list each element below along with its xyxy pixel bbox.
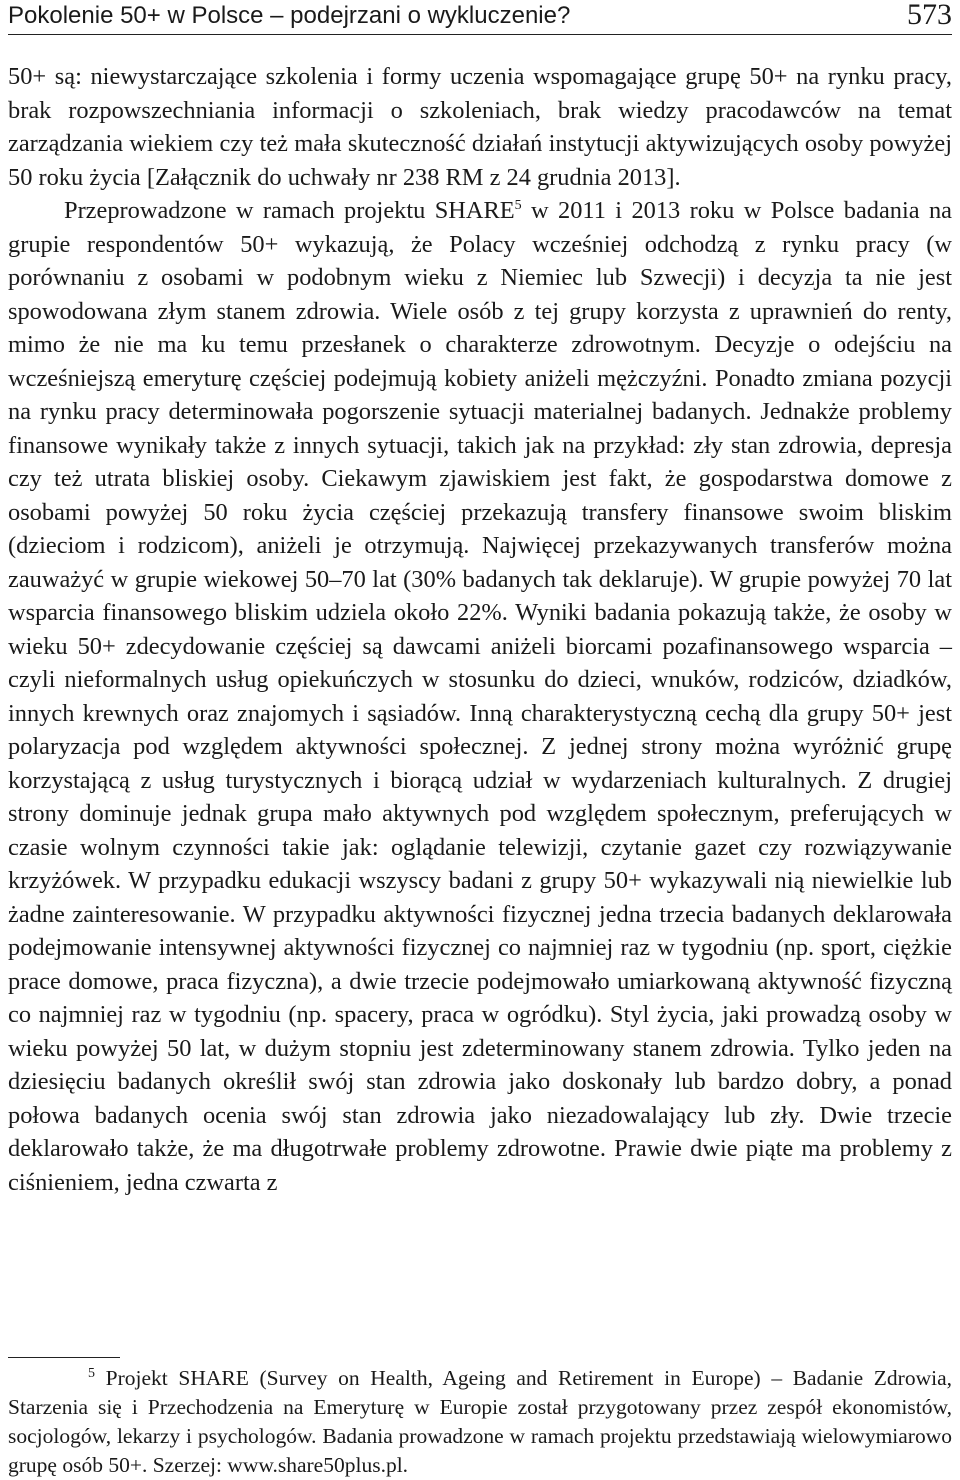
footnote: $^5$ Projekt SHARE (Survey on Health, Ageing and Retirement in Europe) – Badanie Zdrowia, Starzenia się i Przechodzenia na Emeryturę w Europie został przygotowany przez zespół ekonomistów, socjologów, lekarzy i psychologów. Badania prowadzone w ramach projektu przedstawiają wielowymiarowo grupę osób 50+. Szerzej: www.share50plus.pl. xyxy=(8,1365,952,1477)
running-title: Pokolenie 50+ w Polsce – podejrzani o wykluczenie? xyxy=(8,2,571,29)
main-text xyxy=(8,60,952,1199)
footnote-reference[interactable]: 5 xyxy=(514,197,522,213)
running-header xyxy=(8,0,952,35)
footnote-divider xyxy=(8,1357,120,1358)
footnote-text: Projekt SHARE (Survey on Health, Ageing and Retirement in Europe) – Badanie Zdrowia, Starzenia się i Przechodzenia na Emeryturę w Europie został przygotowany przez zespół ekonomistów, socjologów, lekarzy i psychologów. Badania prowadzone w ramach projektu przedstawiają wielowymiarowo grupę osób 50+. Szerzej: www.share50plus.pl. xyxy=(8,1366,952,1477)
paragraph-1: 50+ są: niewystarczające szkolenia i formy uczenia wspomagające grupę 50+ na rynku pracy, brak rozpowszechniania informacji o szkoleniach, brak wiedzy pracodawców na temat zarządzania wiekiem czy też mała skuteczność działań instytucji aktywizujących osoby powyżej 50 roku życia [Załącznik do uchwały nr 238 RM z 24 grudnia 2013]. xyxy=(8,63,952,191)
page-number: 573 xyxy=(907,0,952,31)
paragraph-2 xyxy=(8,194,952,1199)
paragraph-2-rest: w 2011 i 2013 roku w Polsce badania na grupie respondentów 50+ wykazują, że Polacy wcześniej odchodzą z rynku pracy (w porównaniu z osobami w podobnym wieku z Niemiec lub Szwecji) i decyzja ta nie jest spowodowana złym stanem zdrowia. Wiele osób z tej grupy korzysta z uprawnień do renty, mimo że nie ma ku temu przesłanek o charakterze zdrowotnym. Decyzje o odejściu na wcześniejszą emeryturę częściej podejmują kobiety aniżeli mężczyźni. Ponadto zmiana pozycji na rynku pracy determinowała pogorszenie sytuacji materialnej badanych. Jednakże problemy finansowe wynikały także z innych sytuacji, takich jak na przykład: zły stan zdrowia, depresja czy też utrata bliskiej osoby. Ciekawym zjawiskiem jest fakt, że gospodarstwa domowe z osobami powyżej 50 roku życia częściej przekazują transfery finansowe swoim bliskim (dzieciom i rodzicom), aniżeli je otrzymują. Najwięcej przekazywanych transferów można zauważyć w grupie wiekowej 50–70 lat (30% badanych tak deklaruje). W grupie powyżej 70 lat wsparcia finansowego bliskim udziela około 22%. Wyniki badania pokazują także, że osoby w wieku 50+ zdecydowanie częściej są dawcami aniżeli biorcami pozafinansowego wsparcia – czyli nieformalnych usług opiekuńczych w stosunku do dzieci, wnuków, rodziców, dziadków, innych krewnych oraz znajomych i sąsiadów. Inną charakterystyczną cechą dla grupy 50+ jest polaryzacja pod względem aktywności społecznej. Z jednej strony można wyróżnić grupę korzystającą z usług turystycznych i biorącą udział w wydarzeniach kulturalnych. Z drugiej strony dominuje jednak grupa mało aktywnych pod względem społecznym, preferujących w czasie wolnym czynności takie jak: oglądanie telewizji, czytanie gazet czy rozwiązywanie krzyżówek. W przypadku edukacji wszyscy badani z grupy 50+ wykazywali nią niewielkie lub żadne zainteresowanie. W przypadku aktywności fizycznej jedna trzecia badanych deklarowała podejmowanie intensywnej aktywności fizycznej co najmniej raz w tygodniu (np. sport, ciężkie prace domowe, praca fizyczna), a dwie trzecie podejmowało umiarkowaną aktywność fizyczną co najmniej raz w tygodniu (np. spacery, praca w ogródku). Styl życia, jaki prowadzą osoby w wieku powyżej 50 lat, w dużym stopniu jest zdeterminowany stanem zdrowia. Tylko jeden na dziesięciu badanych określił swój stan zdrowia jako doskonały lub bardzo dobry, a ponad połowa badanych ocenia swój stan zdrowia jako niezadowalający lub zły. Dwie trzecie deklarowało także, że ma długotrwałe problemy zdrowotne. Prawie dwie piąte ma problemy z ciśnieniem, jedna czwarta z xyxy=(8,197,952,1196)
paragraph-2-start: Przeprowadzone w ramach projektu SHARE xyxy=(64,197,515,224)
